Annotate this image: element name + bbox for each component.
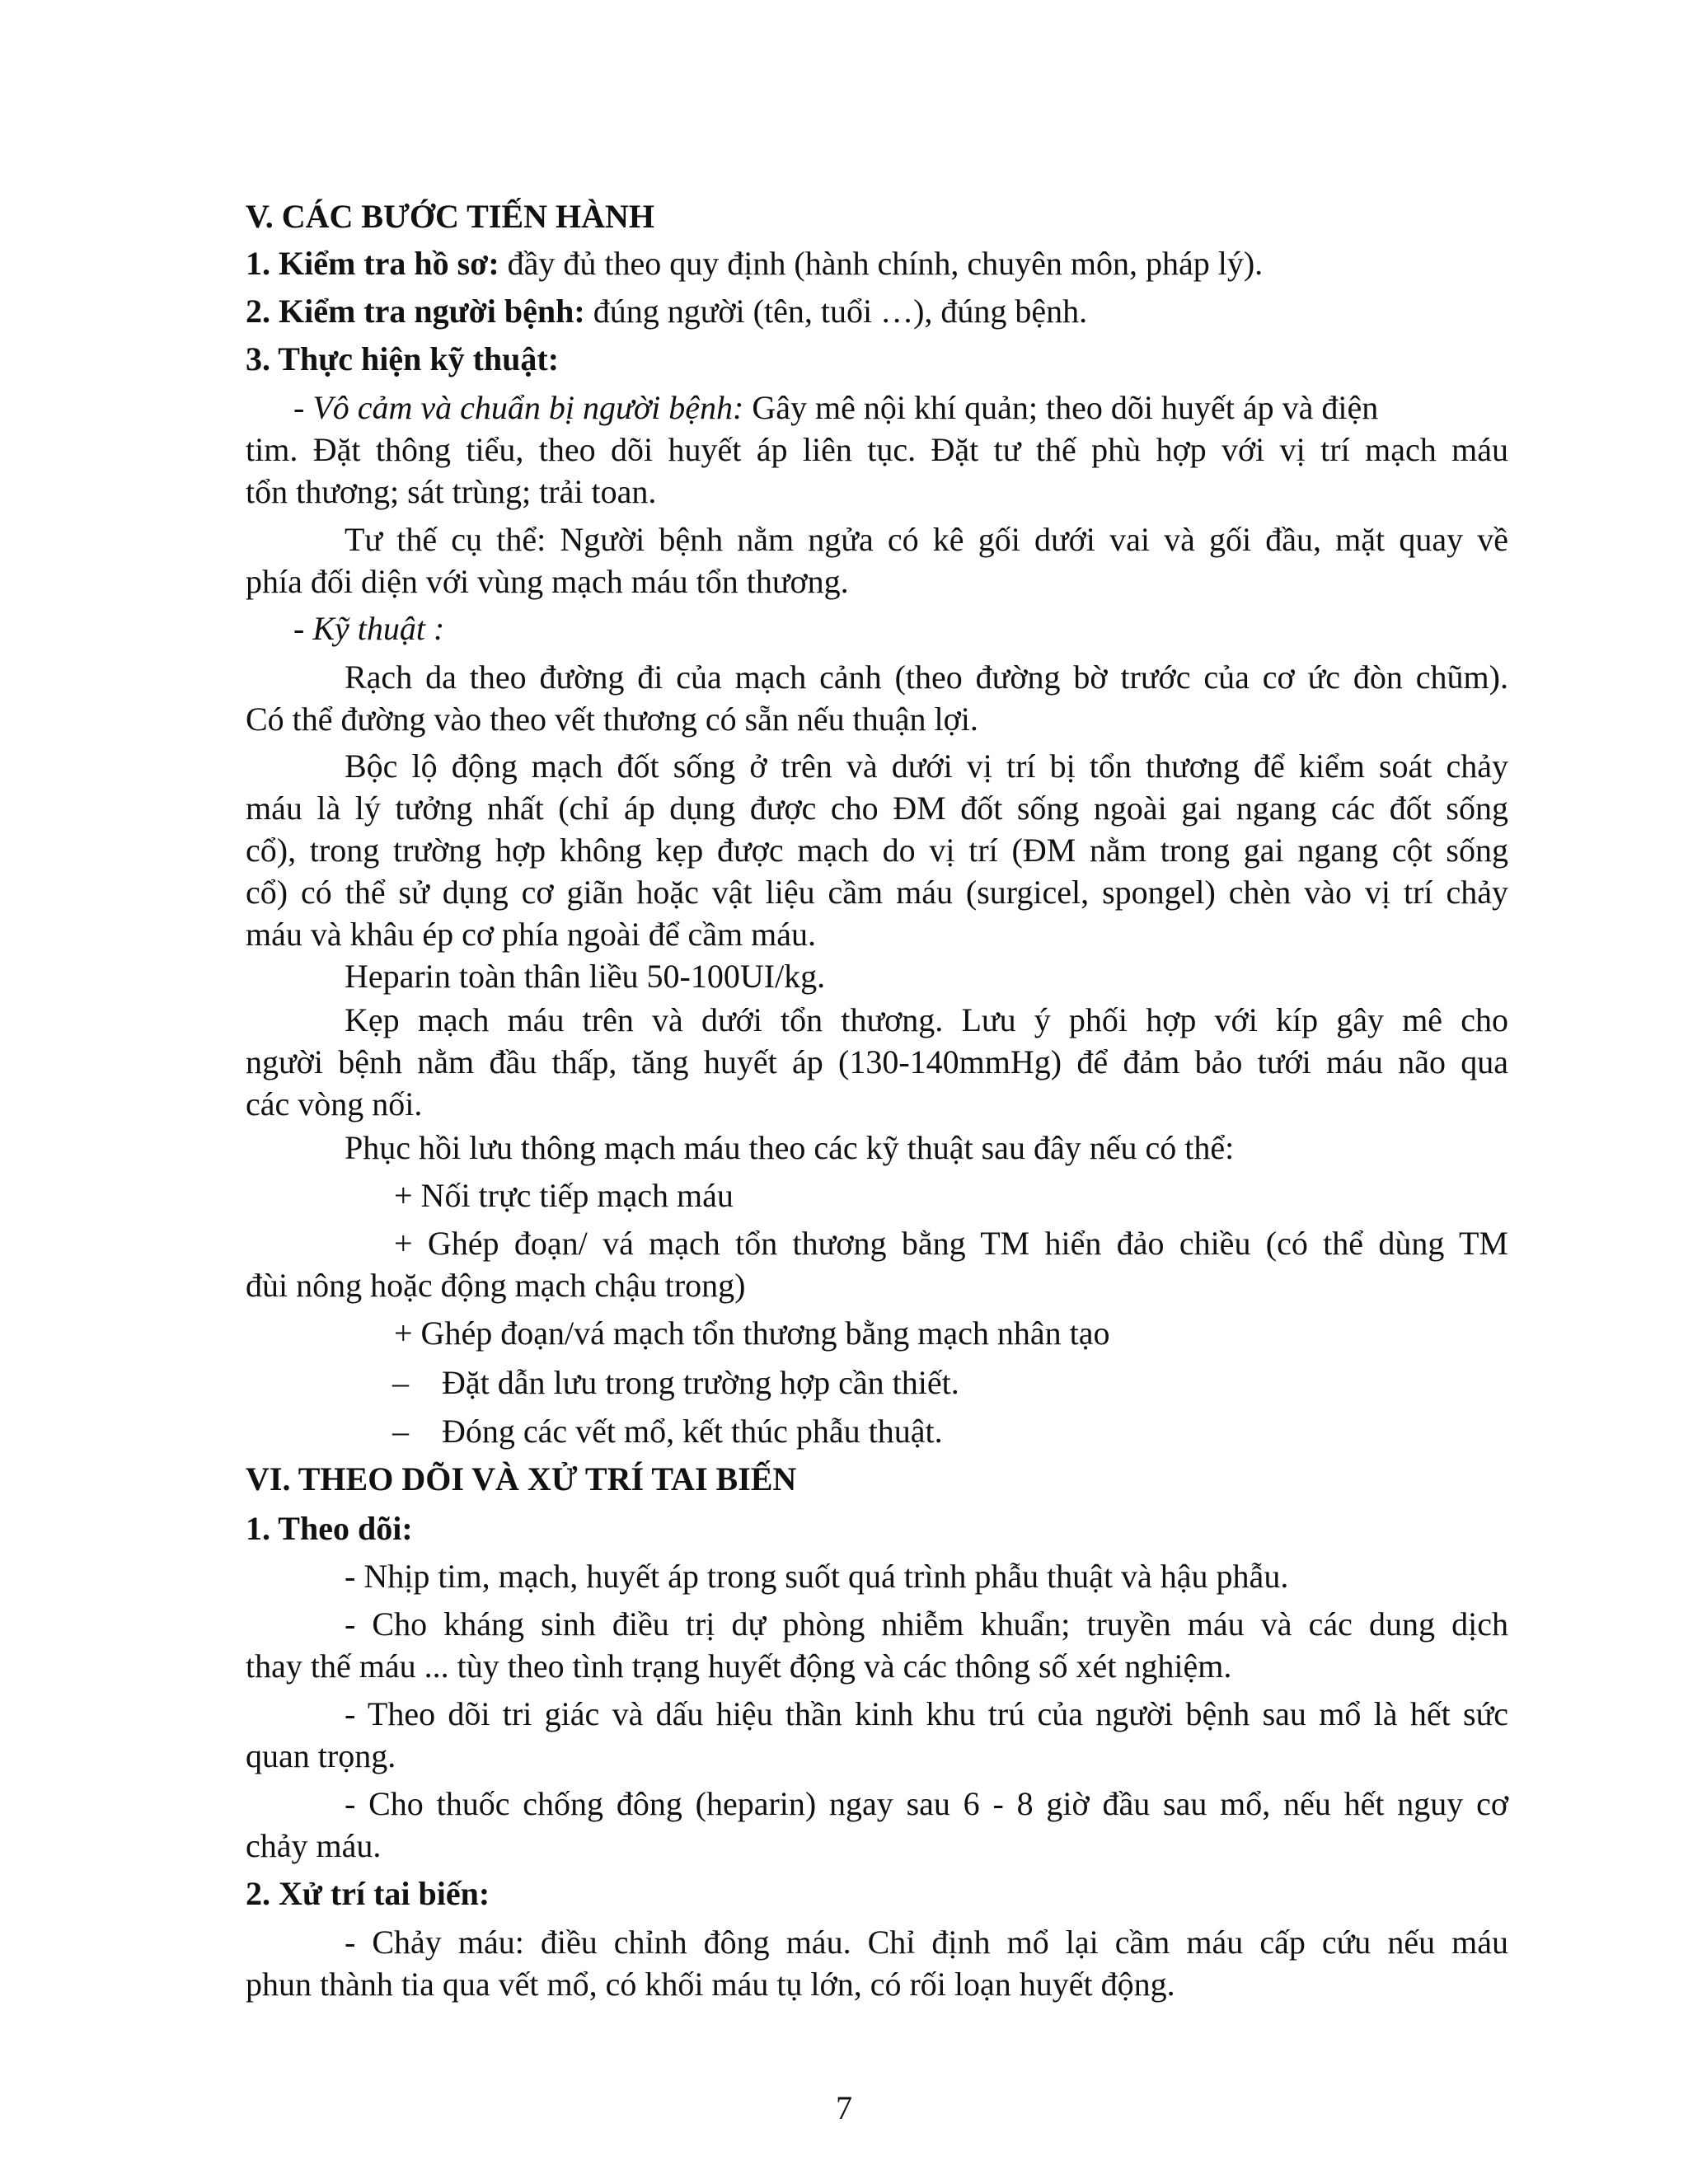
expose-line-1: Bộc lộ động mạch đốt sống ở trên và dưới vị trí bị tổn thương để kiểm soát chảy [345, 748, 1508, 785]
expose-line-2: máu là lý tưởng nhất (chỉ áp dụng được cho ĐM đốt sống ngoài gai ngang các đốt sống [246, 790, 1508, 827]
dash-bullet: – [392, 1364, 409, 1401]
dash-bullet: – [392, 1413, 409, 1450]
anesthesia-line-3: tổn thương; sát trùng; trải toan. [246, 473, 657, 510]
anesthesia-text-1: Gây mê nội khí quản; theo dõi huyết áp và điện [743, 389, 1379, 426]
restore-line: Phục hồi lưu thông mạch máu theo các kỹ thuật sau đây nếu có thể: [345, 1129, 1235, 1166]
technique-label: - Kỹ thuật : [293, 610, 445, 647]
close-line: Đóng các vết mổ, kết thúc phẫu thuật. [442, 1413, 943, 1450]
page-number: 7 [836, 2089, 852, 2126]
anesthesia-line-1 [293, 387, 1378, 429]
drain-line: Đặt dẫn lưu trong trường hợp cần thiết. [442, 1364, 959, 1401]
anesthesia-line-2: tim. Đặt thông tiểu, theo dõi huyết áp liên tục. Đặt tư thế phù hợp với vị trí mạch máu [246, 431, 1508, 468]
clamp-line-3: các vòng nối. [246, 1085, 423, 1122]
clamp-line-2: người bệnh nằm đầu thấp, tăng huyết áp (130-140mmHg) để đảm bảo tưới máu não qua [246, 1043, 1508, 1080]
monitor-item-2-line-1: - Cho kháng sinh điều trị dự phòng nhiễm khuẩn; truyền máu và các dung dịch [345, 1605, 1508, 1643]
complication-1-line-1: - Chảy máu: điều chỉnh đông máu. Chỉ định mổ lại cầm máu cấp cứu nếu máu [345, 1924, 1508, 1961]
option-3: + Ghép đoạn/vá mạch tổn thương bằng mạch nhân tạo [394, 1315, 1110, 1352]
step-1-label: 1. Kiểm tra hồ sơ: [246, 245, 499, 282]
step-2 [246, 291, 1087, 332]
section-v-heading: V. CÁC BƯỚC TIẾN HÀNH [246, 198, 654, 235]
expose-line-4: cổ) có thể sử dụng cơ giãn hoặc vật liệu cầm máu (surgicel, spongel) chèn vào vị trí chảy [246, 874, 1508, 911]
incision-line-1: Rạch da theo đường đi của mạch cảnh (theo đường bờ trước của cơ ức đòn chũm). [345, 658, 1508, 696]
complications-label: 2. Xử trí tai biến: [246, 1875, 490, 1912]
step-3-label: 3. Thực hiện kỹ thuật: [246, 340, 560, 377]
monitor-item-3-line-1: - Theo dõi tri giác và dấu hiệu thần kinh khu trú của người bệnh sau mổ là hết sức [345, 1695, 1508, 1732]
option-1: + Nối trực tiếp mạch máu [394, 1177, 734, 1214]
heparin-line: Heparin toàn thân liều 50-100UI/kg. [345, 958, 826, 995]
step-1-text: đầy đủ theo quy định (hành chính, chuyên môn, pháp lý). [499, 245, 1264, 282]
expose-line-5: máu và khâu ép cơ phía ngoài để cầm máu. [246, 916, 817, 953]
incision-line-2: Có thể đường vào theo vết thương có sẵn nếu thuận lợi. [246, 701, 978, 738]
monitor-item-4-line-2: chảy máu. [246, 1827, 382, 1864]
monitor-item-2-line-2: thay thế máu ... tùy theo tình trạng huyết động và các thông số xét nghiệm. [246, 1647, 1232, 1685]
option-2-line-2: đùi nông hoặc động mạch chậu trong) [246, 1267, 746, 1304]
monitor-item-3-line-2: quan trọng. [246, 1737, 396, 1774]
clamp-line-1: Kẹp mạch máu trên và dưới tổn thương. Lưu ý phối hợp với kíp gây mê cho [345, 1001, 1508, 1038]
step-2-text: đúng người (tên, tuổi …), đúng bệnh. [584, 293, 1088, 330]
step-1 [246, 243, 1263, 284]
position-line-2: phía đối diện với vùng mạch máu tổn thương. [246, 563, 849, 600]
monitor-item-1: - Nhịp tim, mạch, huyết áp trong suốt quá trình phẫu thuật và hậu phẫu. [345, 1558, 1289, 1595]
expose-line-3: cổ), trong trường hợp không kẹp được mạch do vị trí (ĐM nằm trong gai ngang cột sống [246, 832, 1508, 869]
complication-1-line-2: phun thành tia qua vết mổ, có khối máu tụ lớn, có rối loạn huyết động. [246, 1966, 1175, 2003]
position-line-1: Tư thế cụ thể: Người bệnh nằm ngửa có kê gối dưới vai và gối đầu, mặt quay về [345, 521, 1508, 558]
monitor-label: 1. Theo dõi: [246, 1510, 413, 1547]
anesthesia-label: - Vô cảm và chuẩn bị người bệnh: [293, 389, 744, 426]
section-vi-heading: VI. THEO DÕI VÀ XỬ TRÍ TAI BIẾN [246, 1460, 797, 1497]
option-2-line-1: + Ghép đoạn/ vá mạch tổn thương bằng TM hiển đảo chiều (có thể dùng TM [394, 1225, 1508, 1262]
step-2-label: 2. Kiểm tra người bệnh: [246, 293, 585, 330]
monitor-item-4-line-1: - Cho thuốc chống đông (heparin) ngay sau 6 - 8 giờ đầu sau mổ, nếu hết nguy cơ [345, 1785, 1508, 1822]
